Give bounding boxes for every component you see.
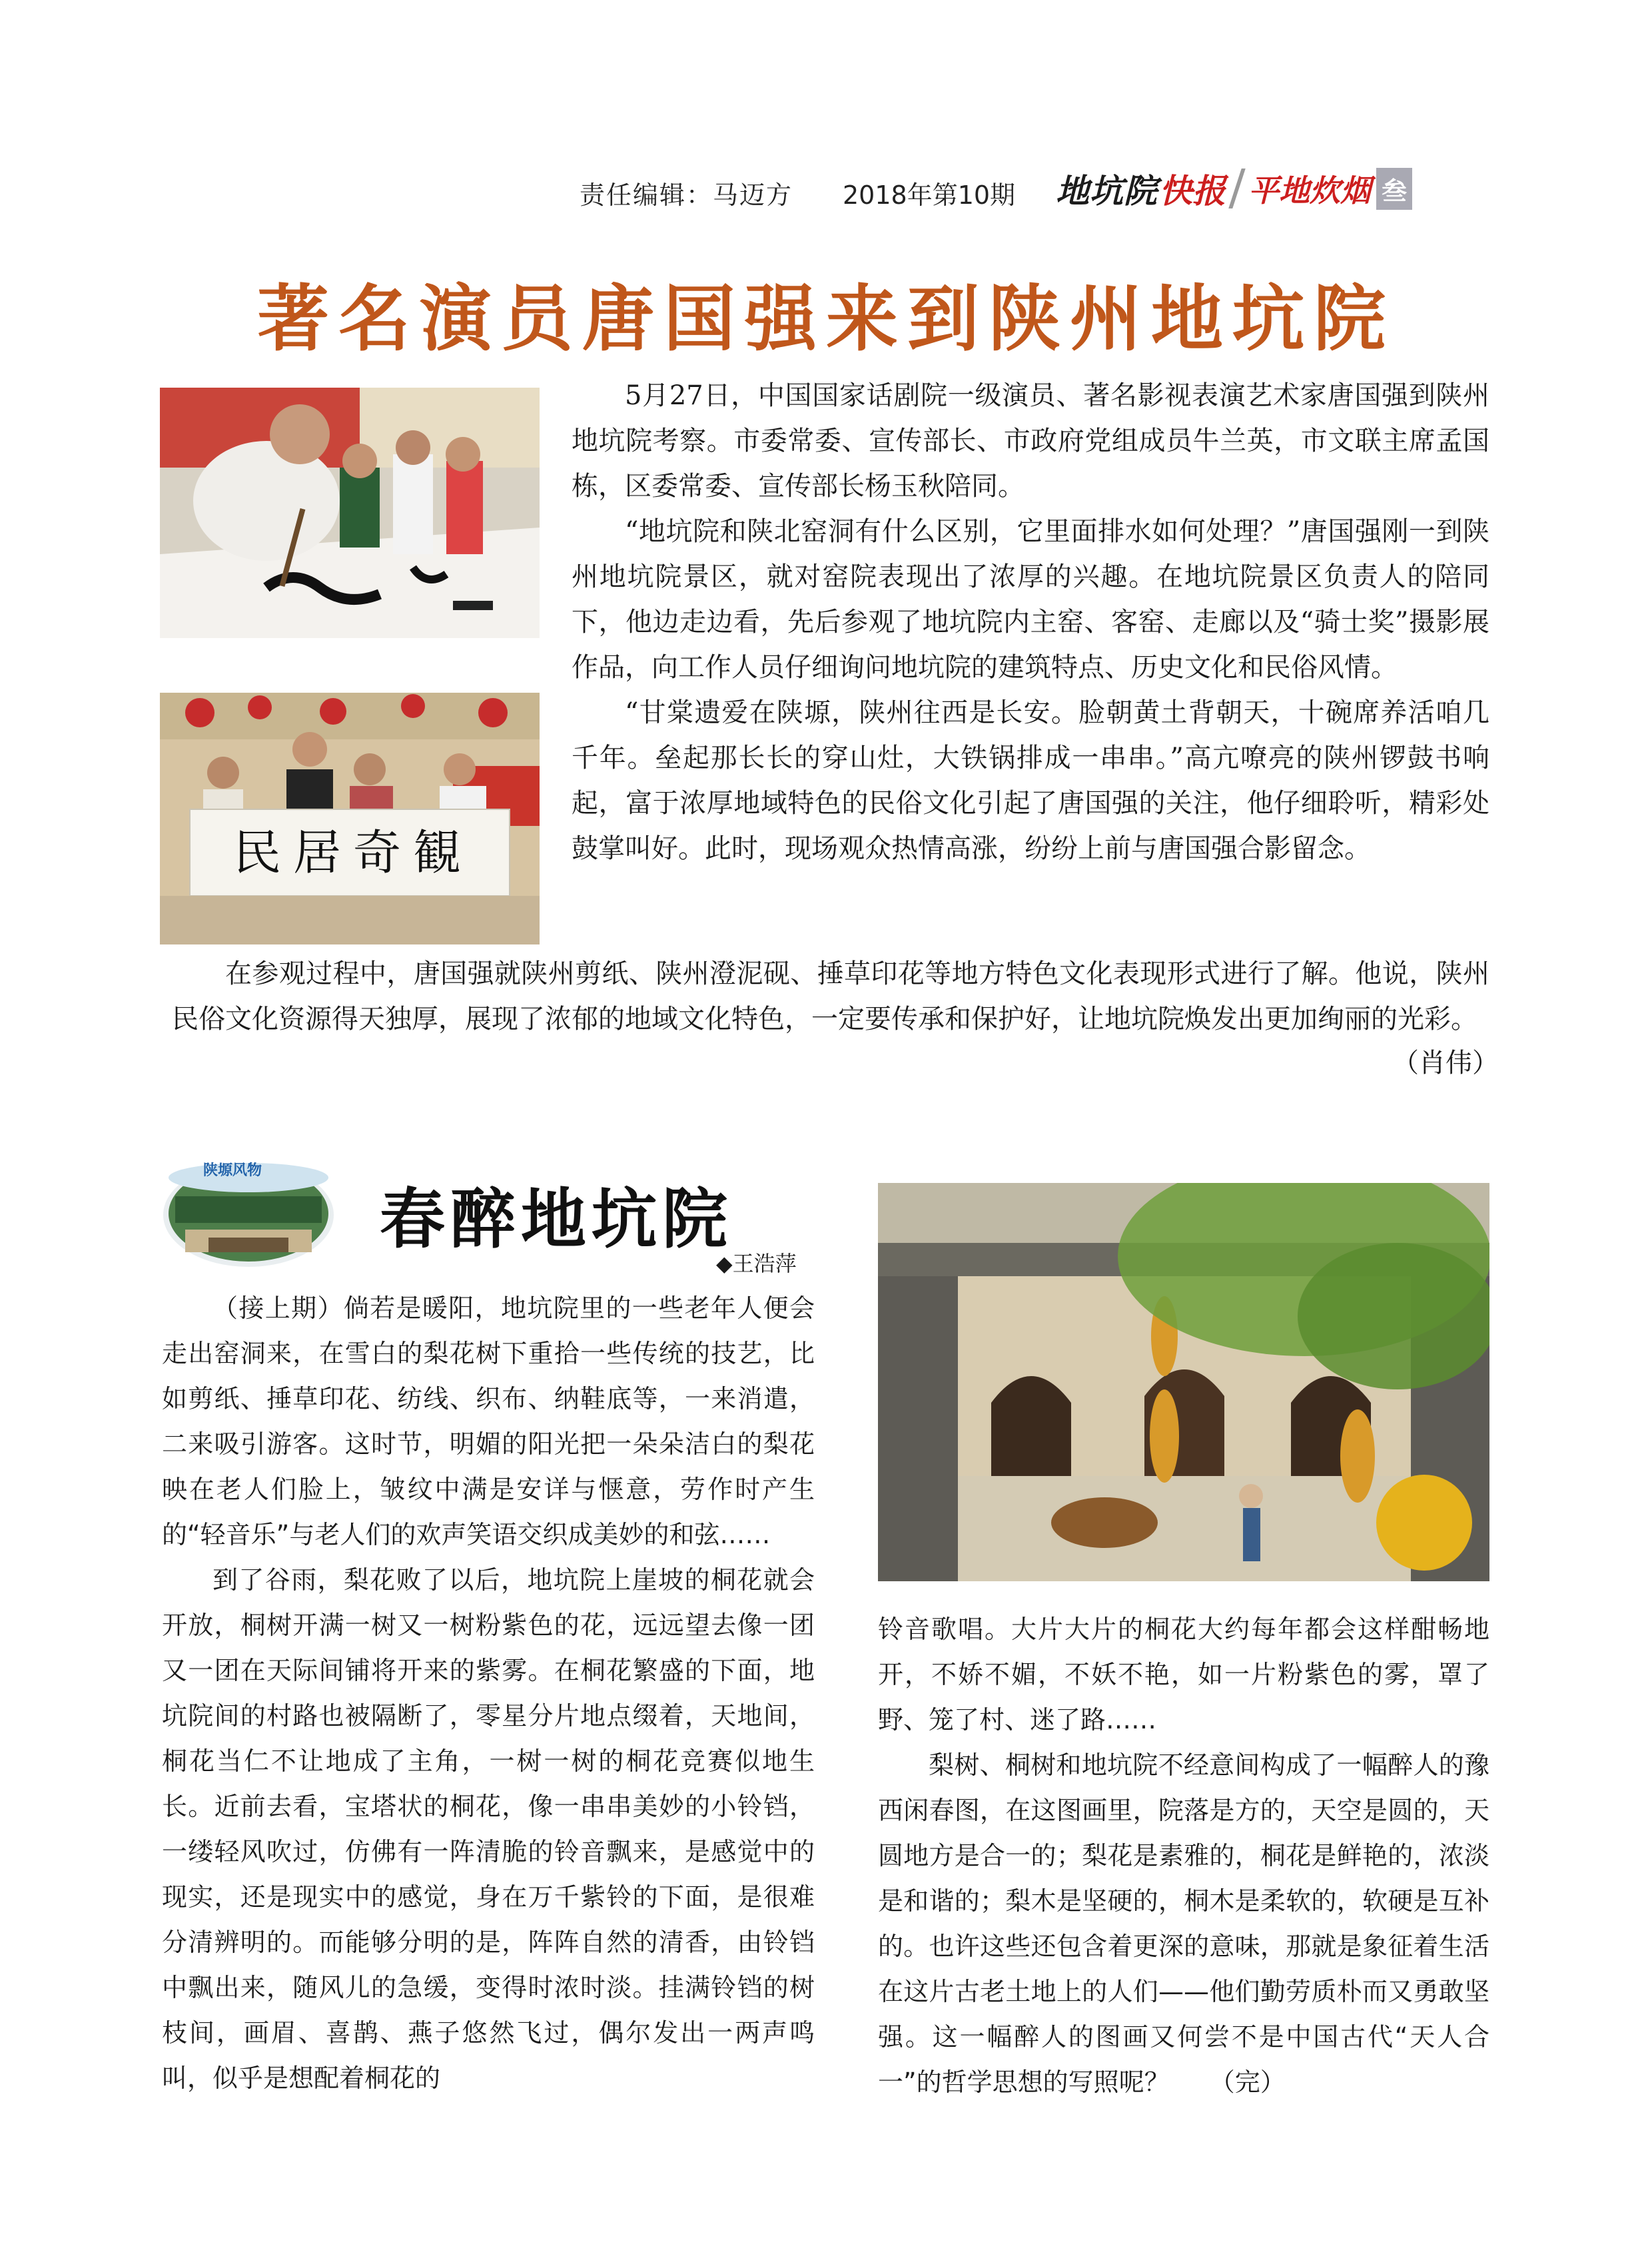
column-badge-label: 陕塬风物	[203, 1162, 262, 1179]
page-number-tab: 叁	[1376, 168, 1412, 210]
article2-title: 春醉地坑院	[380, 1181, 733, 1258]
article2-paragraph: 到了谷雨，梨花败了以后，地坑院上崖坡的桐花就会开放，桐树开满一树又一树粉紫色的花，远远望去像一团又一团在天际间铺将开来的紫雾。在桐花繁盛的下面，地坑院间的村路也被隔断了，零星分片地点缀着，天地间，桐花当仁不让地成了主角，一树一树的桐花竞赛似地生长。近前去看，宝塔状的桐花，像一串串美妙的小铃铛，一缕轻风吹过，仿佛有一阵清脆的铃音飘来，是感觉中的现实，还是现实中的感觉，身在万千紫铃的下面，是很难分清辨明的。而能够分明的是，阵阵自然的清香，由铃铛中飘出来，随风儿的急缓，变得时浓时淡。挂满铃铛的树枝间，画眉、喜鹊、燕子悠然飞过，偶尔发出一两声鸣叫，似乎是想配着桐花的	[162, 1565, 815, 2093]
photo-courtyard	[878, 1183, 1489, 1581]
masthead-column: 平地炊烟	[1248, 173, 1371, 208]
article1-author: （肖伟）	[1392, 1048, 1499, 1078]
photo-scroll	[160, 693, 540, 944]
article1-title: 著名演员唐国强来到陕州地坑院	[256, 277, 1395, 361]
masthead-name: 地坑院	[1056, 172, 1158, 210]
masthead-logo	[1056, 165, 1412, 212]
article2-paragraph-text: 梨树、桐树和地坑院不经意间构成了一幅醉人的豫西闲春图，在这图画里，院落是方的，天空是圆的，天圆地方是合一的；梨花是素雅的，桐花是鲜艳的，浓淡是和谐的；梨木是坚硬的，桐木是柔软的，软硬是互补的。也许这些还包含着更深的意味，那就是象征着生活在这片古老土地上的人们——他们勤劳质朴而又勇敢坚强。这一幅醉人的图画又何尝不是中国古代“天人合一”的哲学思想的写照呢？	[878, 1750, 1489, 2097]
article1-closing	[172, 951, 1489, 1042]
article1-paragraph: “地坑院和陕北窑洞有什么区别，它里面排水如何处理？”唐国强刚一到陕州地坑院景区，就对窑院表现出了浓厚的兴趣。在地坑院景区负责人的陪同下，他边走边看，先后参观了地坑院内主窑、客窑、走廊以及“骑士奖”摄影展作品，向工作人员仔细询问地坑院的建筑特点、历史文化和民俗风情。	[572, 516, 1489, 683]
photo-calligraphy	[160, 388, 540, 638]
issue-number: 2018年第10期	[843, 181, 1016, 210]
article2-left-column	[162, 1286, 815, 2101]
article1-paragraph: 5月27日，中国国家话剧院一级演员、著名影视表演艺术家唐国强到陕州地坑院考察。市委常委、宣传部长、市政府党组成员牛兰英，市文联主席孟国栋，区委常委、宣传部长杨玉秋陪同。	[572, 380, 1489, 502]
editor-credit: 责任编辑：马迈方	[580, 181, 793, 210]
article2-right-column	[878, 1607, 1489, 2105]
article1-paragraph: 在参观过程中，唐国强就陕州剪纸、陕州澄泥砚、捶草印花等地方特色文化表现形式进行了解。他说，陕州民俗文化资源得天独厚，展现了浓郁的地域文化特色，一定要传承和保护好，让地坑院焕发出更加绚丽的光彩。	[172, 958, 1489, 1034]
column-badge	[162, 1156, 335, 1270]
article1-body	[572, 373, 1489, 871]
article2-paragraph	[878, 1742, 1489, 2105]
article2-paragraph: 铃音歌唱。大片大片的桐花大约每年都会这样酣畅地开，不娇不媚，不妖不艳，如一片粉紫色的雾，罩了野、笼了村、迷了路……	[878, 1615, 1489, 1734]
scroll-calligraphy: 民居奇観	[232, 825, 474, 881]
article2-paragraph: （接上期）倘若是暖阳，地坑院里的一些老年人便会走出窑洞来，在雪白的梨花树下重拾一些传统的技艺，比如剪纸、捶草印花、纺线、织布、纳鞋底等，一来消遣，二来吸引游客。这时节，明媚的阳光把一朵朵洁白的梨花映在老人们脸上，皱纹中满是安详与惬意，劳作时产生的“轻音乐”与老人们的欢声笑语交织成美妙的和弦……	[162, 1294, 815, 1549]
article2-author: ◆王浩萍	[716, 1251, 797, 1276]
article2-end-mark: （完）	[1209, 2067, 1286, 2097]
masthead-divider	[1228, 169, 1245, 208]
masthead-express: 快报	[1159, 172, 1226, 210]
article1-paragraph: “甘棠遗爱在陕塬，陕州往西是长安。脸朝黄土背朝天，十碗席养活咱几千年。垒起那长长的穿山灶，大铁锅排成一串串。”高亢嘹亮的陕州锣鼓书响起，富于浓厚地域特色的民俗文化引起了唐国强的关注，他仔细聆听，精彩处鼓掌叫好。此时，现场观众热情高涨，纷纷上前与唐国强合影留念。	[572, 697, 1489, 864]
